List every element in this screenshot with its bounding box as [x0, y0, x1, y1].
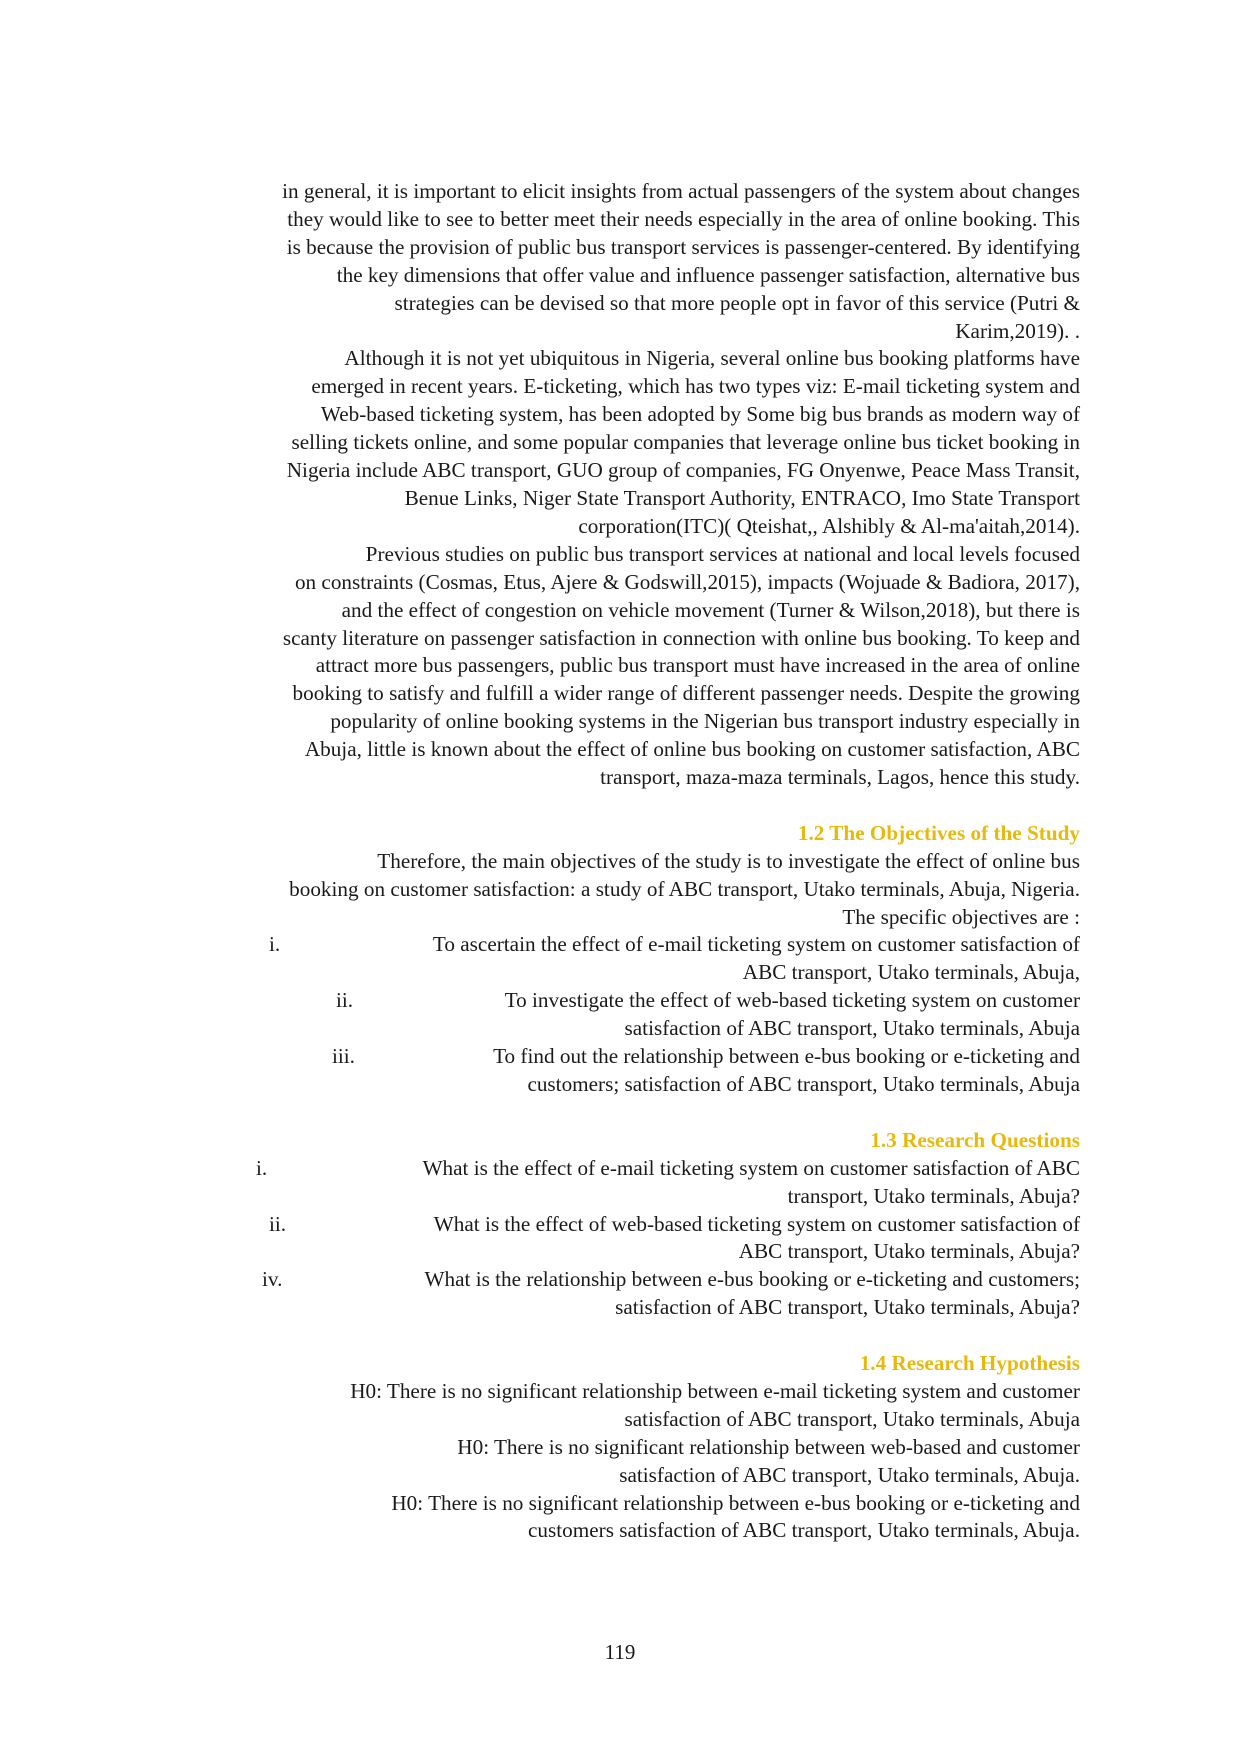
- text-line: What is the effect of web-based ticketing system on customer satisfaction of: [433, 1211, 1080, 1236]
- list-item: [176, 1155, 1080, 1211]
- text-line: Although it is not yet ubiquitous in Nigeria, several online bus booking platforms have: [344, 346, 1080, 371]
- text-line: selling tickets online, and some popular companies that leverage online bus ticket booking in: [291, 430, 1080, 455]
- text-line: Karim,2019). .: [955, 318, 1080, 343]
- text-line: transport, maza-maza terminals, Lagos, hence this study.: [600, 765, 1080, 790]
- text-line: satisfaction of ABC transport, Utako terminals, Abuja?: [615, 1295, 1080, 1320]
- text-line: customers satisfaction of ABC transport, Utako terminals, Abuja.: [528, 1518, 1080, 1543]
- text-line: H0: There is no significant relationship between e-bus booking or e-ticketing and: [391, 1490, 1080, 1515]
- text-line: ABC transport, Utako terminals, Abuja?: [738, 1239, 1080, 1264]
- text-line: attract more bus passengers, public bus transport must have increased in the area of online: [315, 653, 1080, 678]
- text-line: transport, Utako terminals, Abuja?: [787, 1183, 1080, 1208]
- text-line: they would like to see to better meet their needs especially in the area of online booking. This: [287, 206, 1080, 231]
- hypothesis-list: [176, 1378, 1080, 1545]
- text-line: Previous studies on public bus transport services at national and local levels focused: [365, 541, 1080, 566]
- list-item: [176, 1211, 1080, 1267]
- text-line: Benue Links, Niger State Transport Authority, ENTRACO, Imo State Transport: [404, 485, 1080, 510]
- platforms-paragraph: [176, 345, 1080, 540]
- text-line: Abuja, little is known about the effect of online bus booking on customer satisfaction, ABC: [304, 737, 1080, 762]
- list-number: iii.: [332, 1044, 355, 1069]
- list-number: iv.: [262, 1267, 283, 1292]
- page-number: 119: [604, 1640, 636, 1664]
- text-line: customers; satisfaction of ABC transport, Utako terminals, Abuja: [527, 1071, 1080, 1096]
- objectives-heading: 1.2 The Objectives of the Study: [797, 820, 1080, 845]
- questions-list: [176, 1155, 1080, 1322]
- text-line: Therefore, the main objectives of the study is to investigate the effect of online bus: [377, 848, 1080, 873]
- document-body: [176, 178, 1080, 1545]
- text-line: What is the effect of e-mail ticketing system on customer satisfaction of ABC: [422, 1155, 1080, 1180]
- text-line: and the effect of congestion on vehicle movement (Turner & Wilson,2018), but there is: [341, 597, 1080, 622]
- text-line: popularity of online booking systems in the Nigerian bus transport industry especially in: [330, 709, 1080, 734]
- text-line: corporation(ITC)( Qteishat,, Alshibly & Al-ma'aitah,2014).: [578, 513, 1080, 538]
- text-line: in general, it is important to elicit insights from actual passengers of the system about changes: [282, 179, 1080, 203]
- text-line: H0: There is no significant relationship between e-mail ticketing system and customer: [350, 1378, 1080, 1403]
- text-line: emerged in recent years. E-ticketing, which has two types viz: E-mail ticketing system and: [311, 374, 1080, 399]
- text-line: satisfaction of ABC transport, Utako terminals, Abuja: [624, 1016, 1080, 1041]
- text-line: ABC transport, Utako terminals, Abuja,: [742, 960, 1080, 985]
- text-line: Nigeria include ABC transport, GUO group of companies, FG Onyenwe, Peace Mass Transit,: [286, 458, 1080, 483]
- list-item: [176, 1043, 1080, 1099]
- list-number: ii.: [269, 1211, 287, 1236]
- text-line: scanty literature on passenger satisfaction in connection with online bus booking. To keep and: [282, 625, 1080, 650]
- text-line: the key dimensions that offer value and influence passenger satisfaction, alternative bus: [336, 262, 1080, 287]
- text-line: H0: There is no significant relationship between web-based and customer: [457, 1434, 1080, 1459]
- text-line: satisfaction of ABC transport, Utako terminals, Abuja.: [619, 1462, 1080, 1487]
- list-item: [176, 931, 1080, 987]
- objectives-intro: [176, 848, 1080, 932]
- questions-heading: 1.3 Research Questions: [870, 1127, 1080, 1152]
- intro-paragraph: [176, 178, 1080, 345]
- list-number: i.: [256, 1155, 268, 1180]
- text-line: on constraints (Cosmas, Etus, Ajere & Godswill,2015), impacts (Wojuade & Badiora, 2017),: [294, 569, 1080, 594]
- text-line: To find out the relationship between e-bus booking or e-ticketing and: [493, 1044, 1080, 1069]
- text-line: Web-based ticketing system, has been adopted by Some big bus brands as modern way of: [320, 402, 1080, 427]
- text-line: is because the provision of public bus transport services is passenger-centered. By identifying: [286, 234, 1080, 259]
- list-item: [176, 987, 1080, 1043]
- hypothesis-heading: 1.4 Research Hypothesis: [859, 1351, 1080, 1376]
- list-item: [176, 1266, 1080, 1322]
- list-number: ii.: [336, 988, 354, 1013]
- text-line: To investigate the effect of web-based ticketing system on customer: [504, 988, 1080, 1013]
- text-line: The specific objectives are :: [842, 904, 1080, 929]
- objectives-list: [176, 931, 1080, 1098]
- text-line: strategies can be devised so that more people opt in favor of this service (Putri &: [394, 290, 1080, 315]
- list-number: i.: [269, 932, 281, 957]
- text-line: What is the relationship between e-bus booking or e-ticketing and customers;: [424, 1267, 1080, 1292]
- previous-studies-paragraph: [176, 541, 1080, 792]
- text-line: To ascertain the effect of e-mail ticketing system on customer satisfaction of: [432, 932, 1080, 957]
- text-line: booking on customer satisfaction: a study of ABC transport, Utako terminals, Abuja, Nigeria.: [289, 876, 1080, 901]
- text-line: satisfaction of ABC transport, Utako terminals, Abuja: [624, 1406, 1080, 1431]
- text-line: booking to satisfy and fulfill a wider range of different passenger needs. Despite the growing: [292, 681, 1080, 706]
